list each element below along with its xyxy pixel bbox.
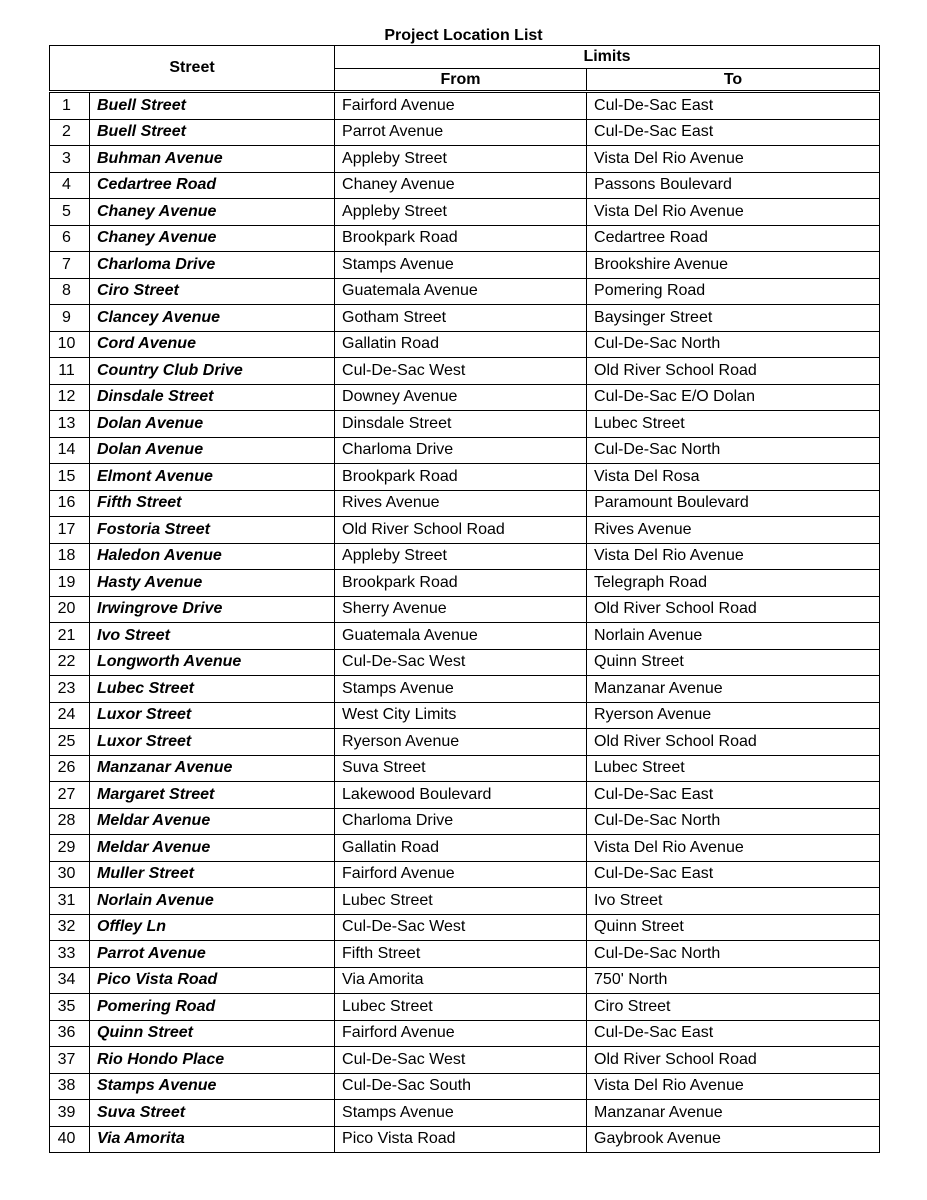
from-cell: Charloma Drive [335,437,587,464]
to-cell: Old River School Road [587,1047,880,1074]
from-cell: Lakewood Boulevard [335,782,587,809]
to-cell: Quinn Street [587,649,880,676]
table-row [50,888,880,915]
from-cell: Brookpark Road [335,225,587,252]
from-cell: Rives Avenue [335,490,587,517]
to-cell: Lubec Street [587,755,880,782]
row-number: 39 [50,1100,90,1127]
street-cell: Fifth Street [90,490,335,517]
row-number: 32 [50,914,90,941]
from-cell: Brookpark Road [335,464,587,491]
table-row [50,994,880,1021]
street-cell: Dinsdale Street [90,384,335,411]
from-cell: Cul-De-Sac West [335,649,587,676]
street-cell: Longworth Avenue [90,649,335,676]
row-number: 17 [50,517,90,544]
to-cell: Cul-De-Sac East [587,119,880,146]
table-row [50,967,880,994]
street-cell: Chaney Avenue [90,225,335,252]
street-cell: Hasty Avenue [90,570,335,597]
row-number: 6 [50,225,90,252]
from-cell: West City Limits [335,702,587,729]
table-row [50,92,880,120]
table-row [50,861,880,888]
to-cell: Cul-De-Sac North [587,941,880,968]
table-row [50,702,880,729]
from-cell: Lubec Street [335,888,587,915]
row-number: 12 [50,384,90,411]
to-cell: Telegraph Road [587,570,880,597]
street-cell: Luxor Street [90,702,335,729]
to-cell: Old River School Road [587,729,880,756]
to-cell: Rives Avenue [587,517,880,544]
table-row [50,835,880,862]
table-row [50,172,880,199]
from-header: From [335,69,587,92]
from-cell: Guatemala Avenue [335,623,587,650]
row-number: 4 [50,172,90,199]
from-cell: Gallatin Road [335,331,587,358]
row-number: 3 [50,146,90,173]
from-cell: Ryerson Avenue [335,729,587,756]
table-row [50,278,880,305]
from-cell: Fairford Avenue [335,861,587,888]
table-row [50,358,880,385]
street-cell: Parrot Avenue [90,941,335,968]
street-cell: Cord Avenue [90,331,335,358]
table-row [50,252,880,279]
from-cell: Cul-De-Sac West [335,358,587,385]
row-number: 11 [50,358,90,385]
street-cell: Buell Street [90,92,335,120]
row-number: 24 [50,702,90,729]
street-cell: Suva Street [90,1100,335,1127]
to-cell: Cul-De-Sac East [587,92,880,120]
from-cell: Appleby Street [335,543,587,570]
to-cell: Ivo Street [587,888,880,915]
table-row [50,411,880,438]
street-cell: Muller Street [90,861,335,888]
table-row [50,146,880,173]
to-cell: Ciro Street [587,994,880,1021]
street-cell: Via Amorita [90,1126,335,1153]
to-cell: Vista Del Rio Avenue [587,199,880,226]
street-cell: Elmont Avenue [90,464,335,491]
table-row [50,437,880,464]
street-cell: Norlain Avenue [90,888,335,915]
to-cell: Manzanar Avenue [587,1100,880,1127]
street-cell: Dolan Avenue [90,411,335,438]
row-number: 30 [50,861,90,888]
to-cell: Cul-De-Sac East [587,782,880,809]
from-cell: Charloma Drive [335,808,587,835]
from-cell: Fairford Avenue [335,1020,587,1047]
row-number: 18 [50,543,90,570]
to-cell: Ryerson Avenue [587,702,880,729]
street-cell: Meldar Avenue [90,808,335,835]
to-cell: Vista Del Rio Avenue [587,1073,880,1100]
from-cell: Downey Avenue [335,384,587,411]
from-cell: Appleby Street [335,146,587,173]
to-cell: Pomering Road [587,278,880,305]
row-number: 38 [50,1073,90,1100]
row-number: 25 [50,729,90,756]
table-row [50,225,880,252]
to-cell: Manzanar Avenue [587,676,880,703]
from-cell: Chaney Avenue [335,172,587,199]
to-cell: Norlain Avenue [587,623,880,650]
row-number: 7 [50,252,90,279]
page-title: Project Location List [384,27,543,44]
row-number: 29 [50,835,90,862]
street-cell: Ciro Street [90,278,335,305]
from-cell: Stamps Avenue [335,252,587,279]
table-row [50,1100,880,1127]
row-number: 28 [50,808,90,835]
table-row [50,331,880,358]
street-cell: Luxor Street [90,729,335,756]
row-number: 34 [50,967,90,994]
table-row [50,649,880,676]
to-cell: Cul-De-Sac E/O Dolan [587,384,880,411]
from-cell: Brookpark Road [335,570,587,597]
to-cell: Cul-De-Sac East [587,861,880,888]
row-number: 2 [50,119,90,146]
from-cell: Stamps Avenue [335,676,587,703]
street-cell: Meldar Avenue [90,835,335,862]
table-row [50,464,880,491]
street-cell: Buell Street [90,119,335,146]
to-cell: Vista Del Rosa [587,464,880,491]
street-cell: Charloma Drive [90,252,335,279]
row-number: 36 [50,1020,90,1047]
to-cell: Vista Del Rio Avenue [587,835,880,862]
row-number: 33 [50,941,90,968]
row-number: 23 [50,676,90,703]
to-cell: Passons Boulevard [587,172,880,199]
to-header: To [587,69,880,92]
from-cell: Gallatin Road [335,835,587,862]
to-cell: Baysinger Street [587,305,880,332]
to-cell: Cul-De-Sac East [587,1020,880,1047]
row-number: 10 [50,331,90,358]
street-cell: Chaney Avenue [90,199,335,226]
table-row [50,596,880,623]
from-cell: Guatemala Avenue [335,278,587,305]
street-cell: Rio Hondo Place [90,1047,335,1074]
street-cell: Haledon Avenue [90,543,335,570]
from-cell: Cul-De-Sac West [335,914,587,941]
row-number: 15 [50,464,90,491]
street-cell: Country Club Drive [90,358,335,385]
table-row [50,1126,880,1153]
table-row [50,305,880,332]
row-number: 1 [50,92,90,120]
street-cell: Pico Vista Road [90,967,335,994]
row-number: 22 [50,649,90,676]
table-row [50,1020,880,1047]
row-number: 5 [50,199,90,226]
row-number: 21 [50,623,90,650]
limits-header: Limits [335,46,880,69]
street-cell: Lubec Street [90,676,335,703]
header-row-top [50,46,880,69]
row-number: 20 [50,596,90,623]
to-cell: Cul-De-Sac North [587,808,880,835]
to-cell: Brookshire Avenue [587,252,880,279]
to-cell: Old River School Road [587,596,880,623]
project-location-table [49,45,880,1153]
street-cell: Cedartree Road [90,172,335,199]
from-cell: Stamps Avenue [335,1100,587,1127]
table-row [50,199,880,226]
row-number: 14 [50,437,90,464]
from-cell: Dinsdale Street [335,411,587,438]
from-cell: Cul-De-Sac West [335,1047,587,1074]
to-cell: Vista Del Rio Avenue [587,543,880,570]
to-cell: Old River School Road [587,358,880,385]
to-cell: Cedartree Road [587,225,880,252]
from-cell: Via Amorita [335,967,587,994]
street-cell: Margaret Street [90,782,335,809]
row-number: 16 [50,490,90,517]
row-number: 40 [50,1126,90,1153]
table-row [50,490,880,517]
table-row [50,384,880,411]
table-row [50,914,880,941]
from-cell: Fairford Avenue [335,92,587,120]
from-cell: Lubec Street [335,994,587,1021]
row-number: 31 [50,888,90,915]
row-number: 27 [50,782,90,809]
table-row [50,1073,880,1100]
table-row [50,517,880,544]
to-cell: Paramount Boulevard [587,490,880,517]
table-row [50,543,880,570]
table-row [50,782,880,809]
row-number: 26 [50,755,90,782]
street-cell: Buhman Avenue [90,146,335,173]
from-cell: Pico Vista Road [335,1126,587,1153]
table-row [50,1047,880,1074]
to-cell: Gaybrook Avenue [587,1126,880,1153]
street-header: Street [50,46,335,92]
from-cell: Suva Street [335,755,587,782]
row-number: 35 [50,994,90,1021]
from-cell: Fifth Street [335,941,587,968]
row-number: 19 [50,570,90,597]
table-row [50,808,880,835]
table-row [50,755,880,782]
to-cell: Vista Del Rio Avenue [587,146,880,173]
row-number: 13 [50,411,90,438]
from-cell: Sherry Avenue [335,596,587,623]
row-number: 9 [50,305,90,332]
table-body [50,92,880,1153]
street-cell: Dolan Avenue [90,437,335,464]
street-cell: Ivo Street [90,623,335,650]
table-row [50,941,880,968]
from-cell: Parrot Avenue [335,119,587,146]
from-cell: Appleby Street [335,199,587,226]
street-cell: Stamps Avenue [90,1073,335,1100]
from-cell: Cul-De-Sac South [335,1073,587,1100]
street-cell: Manzanar Avenue [90,755,335,782]
street-cell: Offley Ln [90,914,335,941]
table-row [50,570,880,597]
row-number: 37 [50,1047,90,1074]
to-cell: Quinn Street [587,914,880,941]
to-cell: 750' North [587,967,880,994]
street-cell: Fostoria Street [90,517,335,544]
to-cell: Cul-De-Sac North [587,437,880,464]
table-row [50,119,880,146]
table-row [50,623,880,650]
table-row [50,729,880,756]
table-row [50,676,880,703]
street-cell: Pomering Road [90,994,335,1021]
from-cell: Gotham Street [335,305,587,332]
to-cell: Lubec Street [587,411,880,438]
from-cell: Old River School Road [335,517,587,544]
street-cell: Irwingrove Drive [90,596,335,623]
street-cell: Quinn Street [90,1020,335,1047]
row-number: 8 [50,278,90,305]
street-cell: Clancey Avenue [90,305,335,332]
to-cell: Cul-De-Sac North [587,331,880,358]
